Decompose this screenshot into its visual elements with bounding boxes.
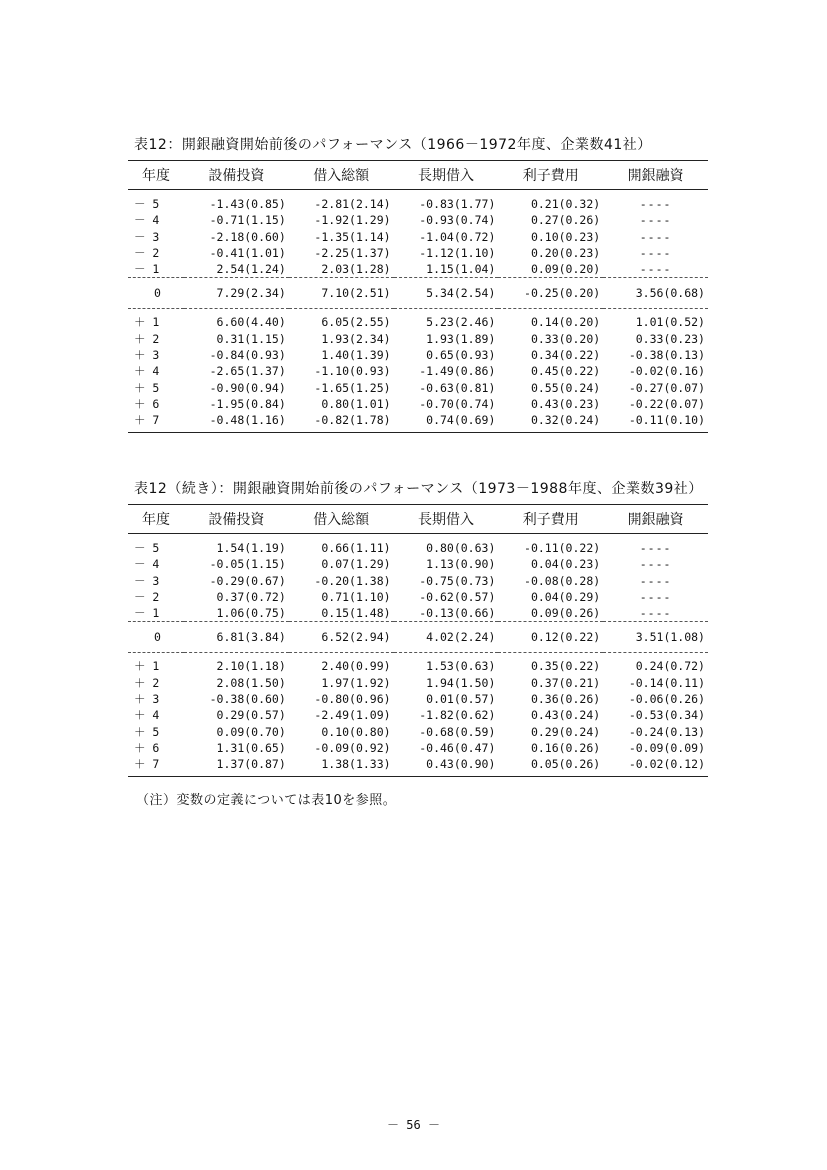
year-cell: － 2	[134, 589, 160, 604]
value-cell: 0.09(0.70)	[216, 724, 286, 739]
value-cell: 6.52(2.94)	[289, 622, 394, 653]
value-cell: 0.66(1.11)	[321, 541, 391, 555]
table-row	[128, 245, 708, 261]
table-row	[128, 691, 708, 707]
value-cell: 0.12(0.22)	[498, 622, 603, 653]
value-cell: 0.35(0.22)	[530, 659, 601, 674]
value-cell: -0.09(0.09)	[628, 740, 705, 755]
value-cell: -0.14(0.11)	[628, 675, 705, 690]
year-cell: ＋ 1	[134, 659, 160, 674]
year-cell: － 1	[134, 262, 160, 277]
year-cell: ＋ 1	[134, 315, 160, 330]
value-cell: 0.07(1.29)	[321, 557, 391, 572]
value-cell: 0.09(0.26)	[530, 606, 601, 621]
value-cell: 2.03(1.28)	[321, 262, 391, 277]
value-cell: 0.43(0.24)	[530, 708, 601, 723]
value-cell: 0.32(0.24)	[498, 412, 603, 432]
value-cell: 0.27(0.26)	[530, 213, 601, 228]
value-cell: 0.09(0.20)	[530, 262, 601, 277]
value-cell: 6.81(3.84)	[184, 622, 289, 653]
value-cell: -0.38(0.60)	[209, 692, 286, 707]
value-cell: 3.51(1.08)	[603, 622, 708, 653]
table-caption: 表12：開銀融資開始前後のパフォーマンス（1966－1972年度、企業数41社）	[134, 137, 652, 153]
table-row	[128, 331, 708, 347]
year-cell: ＋ 7	[128, 756, 184, 776]
value-cell: 1.15(1.04)	[426, 262, 496, 277]
table-row	[128, 347, 708, 363]
value-cell: -0.27(0.07)	[628, 380, 705, 395]
value-cell: -2.81(2.14)	[314, 197, 391, 211]
table-row	[128, 412, 708, 432]
value-cell: -0.02(0.16)	[628, 364, 705, 379]
table-12-block	[128, 134, 708, 433]
year-cell: ＋ 5	[134, 380, 160, 395]
value-cell: -1.82(0.62)	[419, 708, 496, 723]
year-cell: ＋ 5	[134, 724, 160, 739]
table-row	[128, 534, 708, 557]
column-header: 開銀融資	[603, 505, 708, 534]
column-header: 開銀融資	[603, 161, 708, 190]
column-header: 利子費用	[498, 161, 603, 190]
value-cell: -0.82(1.78)	[289, 412, 394, 432]
value-cell: -0.75(0.73)	[419, 573, 496, 588]
value-cell: -0.13(0.66)	[419, 606, 496, 621]
value-cell: -0.09(0.92)	[314, 740, 391, 755]
year-cell: ＋ 4	[134, 364, 160, 379]
value-cell: 7.10(2.51)	[289, 278, 394, 309]
value-cell: 0.74(0.69)	[394, 412, 499, 432]
value-cell: ----	[639, 213, 672, 228]
value-cell: -0.71(1.15)	[209, 213, 286, 228]
year-cell: － 5	[134, 541, 160, 555]
page-number: － 56 －	[387, 1118, 440, 1132]
value-cell: ----	[639, 573, 672, 588]
value-cell: ----	[639, 197, 672, 211]
value-cell: 0.45(0.22)	[530, 364, 601, 379]
value-cell: 2.40(0.99)	[321, 659, 391, 674]
value-cell: -1.92(1.29)	[314, 213, 391, 228]
value-cell: 0.10(0.23)	[530, 229, 601, 244]
value-cell: 1.54(1.19)	[216, 541, 286, 555]
table-row	[128, 756, 708, 776]
value-cell: -0.11(0.10)	[603, 412, 708, 432]
value-cell: -0.22(0.07)	[628, 396, 705, 411]
table-row	[128, 573, 708, 589]
table-row	[128, 556, 708, 572]
table-header-row	[128, 505, 708, 534]
column-header: 借入総額	[289, 161, 394, 190]
value-cell: -0.84(0.93)	[209, 348, 286, 363]
value-cell: 1.97(1.92)	[321, 675, 391, 690]
value-cell: -1.12(1.10)	[419, 245, 496, 260]
year-cell: 0	[128, 278, 184, 309]
value-cell: -0.48(1.16)	[184, 412, 289, 432]
value-cell: 0.43(0.23)	[530, 396, 601, 411]
value-cell: -0.46(0.47)	[419, 740, 496, 755]
value-cell: 0.15(1.48)	[321, 606, 391, 621]
column-header: 利子費用	[498, 505, 603, 534]
value-cell: 0.37(0.21)	[530, 675, 601, 690]
table-row	[128, 589, 708, 605]
value-cell: 0.34(0.22)	[530, 348, 601, 363]
table-row	[128, 190, 708, 213]
year-cell: － 5	[134, 197, 160, 211]
value-cell: 0.10(0.80)	[321, 724, 391, 739]
year-cell: ＋ 2	[134, 675, 160, 690]
year-cell: － 3	[134, 229, 160, 244]
year-cell: － 3	[134, 573, 160, 588]
value-cell: 0.33(0.20)	[530, 331, 601, 346]
value-cell: -0.90(0.94)	[209, 380, 286, 395]
value-cell: -0.38(0.13)	[628, 348, 705, 363]
value-cell: 1.94(1.50)	[426, 675, 496, 690]
column-header: 長期借入	[394, 161, 499, 190]
value-cell: 2.10(1.18)	[216, 659, 286, 674]
table-row	[128, 261, 708, 278]
value-cell: 0.21(0.32)	[530, 197, 601, 211]
value-cell: ----	[639, 245, 672, 260]
value-cell: -0.11(0.22)	[524, 541, 601, 555]
table-caption: 表12（続き）：開銀融資開始前後のパフォーマンス（1973－1988年度、企業数39社）	[134, 481, 703, 497]
value-cell: -0.70(0.74)	[419, 396, 496, 411]
value-cell: 1.13(0.90)	[426, 557, 496, 572]
year-cell: － 4	[134, 213, 160, 228]
value-cell: -0.41(1.01)	[209, 245, 286, 260]
year-cell: － 2	[134, 245, 160, 260]
table-row	[128, 740, 708, 756]
value-cell: 1.01(0.52)	[635, 315, 705, 330]
value-cell: -1.49(0.86)	[419, 364, 496, 379]
value-cell: -0.80(0.96)	[314, 692, 391, 707]
value-cell: 0.16(0.26)	[530, 740, 601, 755]
value-cell: -1.04(0.72)	[419, 229, 496, 244]
value-cell: 0.31(1.15)	[216, 331, 286, 346]
table-12-cont-block	[128, 478, 708, 808]
value-cell: 0.04(0.29)	[530, 589, 601, 604]
value-cell: 0.65(0.93)	[426, 348, 496, 363]
value-cell: -0.53(0.34)	[628, 708, 705, 723]
column-header: 長期借入	[394, 505, 499, 534]
table-row	[128, 675, 708, 691]
value-cell: -2.18(0.60)	[209, 229, 286, 244]
year-cell: ＋ 2	[134, 331, 160, 346]
value-cell: -0.05(1.15)	[209, 557, 286, 572]
value-cell: 0.71(1.10)	[321, 589, 391, 604]
value-cell: 2.08(1.50)	[216, 675, 286, 690]
value-cell: 1.93(1.89)	[426, 331, 496, 346]
table-row	[128, 707, 708, 723]
value-cell: 6.60(4.40)	[216, 315, 286, 330]
value-cell: -1.35(1.14)	[314, 229, 391, 244]
table-header-row	[128, 161, 708, 190]
value-cell: 0.29(0.24)	[530, 724, 601, 739]
table-row	[128, 605, 708, 622]
value-cell: -1.10(0.93)	[314, 364, 391, 379]
value-cell: 1.40(1.39)	[321, 348, 391, 363]
table-body	[128, 534, 708, 777]
value-cell: -0.29(0.67)	[209, 573, 286, 588]
year-cell: － 4	[134, 557, 160, 572]
value-cell: 5.23(2.46)	[426, 315, 496, 330]
value-cell: 4.02(2.24)	[394, 622, 499, 653]
value-cell: 1.53(0.63)	[426, 659, 496, 674]
table-row	[128, 396, 708, 412]
value-cell: 6.05(2.55)	[321, 315, 391, 330]
value-cell: -0.02(0.12)	[603, 756, 708, 776]
value-cell: 0.05(0.26)	[498, 756, 603, 776]
value-cell: ----	[639, 589, 672, 604]
year-cell: ＋ 3	[134, 348, 160, 363]
column-header: 年度	[128, 161, 184, 190]
year-cell: ＋ 7	[128, 412, 184, 432]
value-cell: ----	[639, 606, 672, 621]
year-cell: ＋ 6	[134, 740, 160, 755]
table-row	[128, 229, 708, 245]
value-cell: -0.68(0.59)	[419, 724, 496, 739]
value-cell: 0.29(0.57)	[216, 708, 286, 723]
column-header: 年度	[128, 505, 184, 534]
table-row	[128, 212, 708, 228]
value-cell: 0.36(0.26)	[530, 692, 601, 707]
value-cell: 0.14(0.20)	[530, 315, 601, 330]
table-body	[128, 190, 708, 433]
value-cell: 2.54(1.24)	[216, 262, 286, 277]
table-row	[128, 380, 708, 396]
value-cell: -0.62(0.57)	[419, 589, 496, 604]
value-cell: 0.80(0.63)	[426, 541, 496, 555]
value-cell: 5.34(2.54)	[394, 278, 499, 309]
value-cell: -0.20(1.38)	[314, 573, 391, 588]
performance-table	[128, 504, 708, 777]
value-cell: 1.37(0.87)	[184, 756, 289, 776]
table-row	[128, 278, 708, 309]
value-cell: -0.25(0.20)	[498, 278, 603, 309]
year-cell: ＋ 3	[134, 692, 160, 707]
value-cell: -2.25(1.37)	[314, 245, 391, 260]
value-cell: 1.06(0.75)	[216, 606, 286, 621]
value-cell: 1.93(2.34)	[321, 331, 391, 346]
value-cell: 3.56(0.68)	[603, 278, 708, 309]
value-cell: -0.24(0.13)	[628, 724, 705, 739]
value-cell: 7.29(2.34)	[184, 278, 289, 309]
value-cell: 0.37(0.72)	[216, 589, 286, 604]
table-note: （注）変数の定義については表10を参照。	[136, 792, 397, 808]
column-header: 設備投資	[184, 505, 289, 534]
value-cell: 0.55(0.24)	[530, 380, 601, 395]
value-cell: -1.43(0.85)	[209, 197, 286, 211]
value-cell: -0.06(0.26)	[628, 692, 705, 707]
value-cell: 0.01(0.57)	[426, 692, 496, 707]
year-cell: ＋ 4	[134, 708, 160, 723]
performance-table	[128, 160, 708, 433]
table-row	[128, 653, 708, 675]
value-cell: 0.04(0.23)	[530, 557, 601, 572]
table-row	[128, 622, 708, 653]
year-cell: － 1	[134, 606, 160, 621]
year-cell: 0	[128, 622, 184, 653]
table-row	[128, 363, 708, 379]
value-cell: 0.43(0.90)	[394, 756, 499, 776]
column-header: 設備投資	[184, 161, 289, 190]
value-cell: ----	[639, 541, 672, 555]
value-cell: 0.24(0.72)	[635, 659, 705, 674]
value-cell: ----	[639, 557, 672, 572]
value-cell: 1.31(0.65)	[216, 740, 286, 755]
value-cell: -0.93(0.74)	[419, 213, 496, 228]
column-header: 借入総額	[289, 505, 394, 534]
value-cell: -2.49(1.09)	[314, 708, 391, 723]
value-cell: -2.65(1.37)	[209, 364, 286, 379]
value-cell: 0.80(1.01)	[321, 396, 391, 411]
value-cell: 1.38(1.33)	[289, 756, 394, 776]
value-cell: -0.83(1.77)	[419, 197, 496, 211]
value-cell: ----	[639, 262, 672, 277]
value-cell: -1.95(0.84)	[209, 396, 286, 411]
value-cell: 0.33(0.23)	[635, 331, 705, 346]
year-cell: ＋ 6	[134, 396, 160, 411]
value-cell: 0.20(0.23)	[530, 245, 601, 260]
value-cell: -1.65(1.25)	[314, 380, 391, 395]
table-row	[128, 724, 708, 740]
table-row	[128, 309, 708, 331]
value-cell: -0.08(0.28)	[524, 573, 601, 588]
value-cell: -0.63(0.81)	[419, 380, 496, 395]
value-cell: ----	[639, 229, 672, 244]
